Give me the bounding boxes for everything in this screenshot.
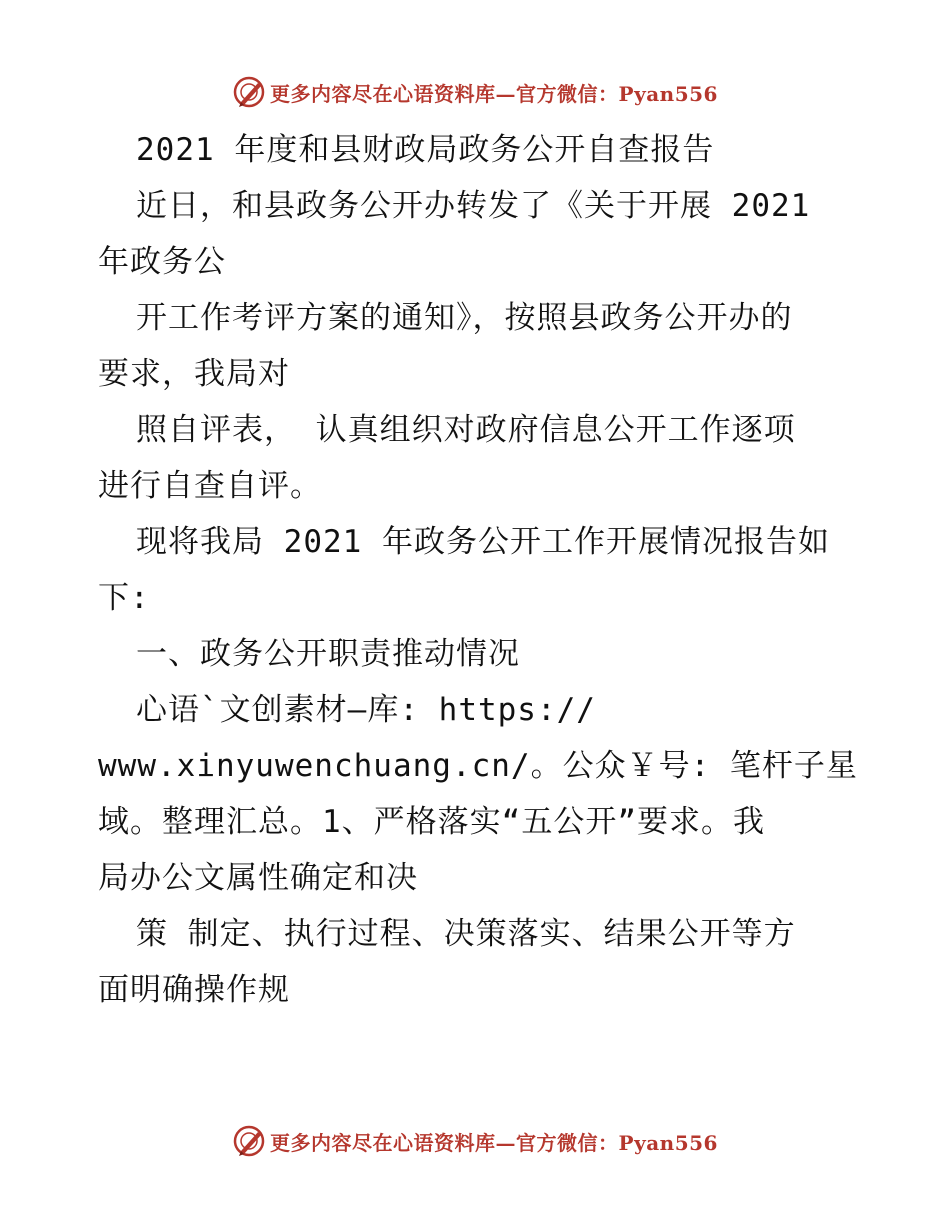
banner-text: 更多内容尽在心语资料库—官方微信：Pyan556 — [270, 81, 718, 106]
paragraph-line: 近日，和县政务公开办转发了《关于开展 2021 — [136, 188, 811, 224]
paragraph-line: 要求，我局对 — [98, 356, 290, 392]
paragraph-line: 年政务公 — [98, 244, 226, 280]
paragraph-line: www.xinyuwenchuang.cn/。公众￥号: 笔杆子星 — [98, 748, 858, 784]
pen-logo-icon — [232, 75, 266, 109]
paragraph-line: 局办公文属性确定和决 — [98, 860, 418, 896]
header-banner — [0, 72, 950, 112]
paragraph-line: 域。整理汇总。1、严格落实“五公开”要求。我 — [98, 804, 765, 840]
paragraph-line: 开工作考评方案的通知》，按照县政务公开办的 — [136, 300, 793, 336]
paragraph-line: 策 制定、执行过程、决策落实、结果公开等方 — [136, 916, 796, 952]
paragraph-line: 现将我局 2021 年政务公开工作开展情况报告如 — [136, 524, 830, 560]
document-body — [98, 122, 858, 1018]
section-heading: 一、政务公开职责推动情况 — [136, 636, 520, 672]
document-title: 2021 年度和县财政局政务公开自查报告 — [136, 132, 715, 168]
banner-text: 更多内容尽在心语资料库—官方微信：Pyan556 — [270, 1130, 718, 1155]
footer-banner — [0, 1121, 950, 1161]
paragraph-line: 下: — [98, 580, 150, 616]
pen-logo-icon — [232, 1124, 266, 1158]
paragraph-line: 面明确操作规 — [98, 972, 290, 1008]
paragraph-line: 心语`文创素材—库: https:// — [136, 692, 596, 728]
paragraph-line: 照自评表， 认真组织对政府信息公开工作逐项 — [136, 412, 796, 448]
paragraph-line: 进行自查自评。 — [98, 468, 322, 504]
